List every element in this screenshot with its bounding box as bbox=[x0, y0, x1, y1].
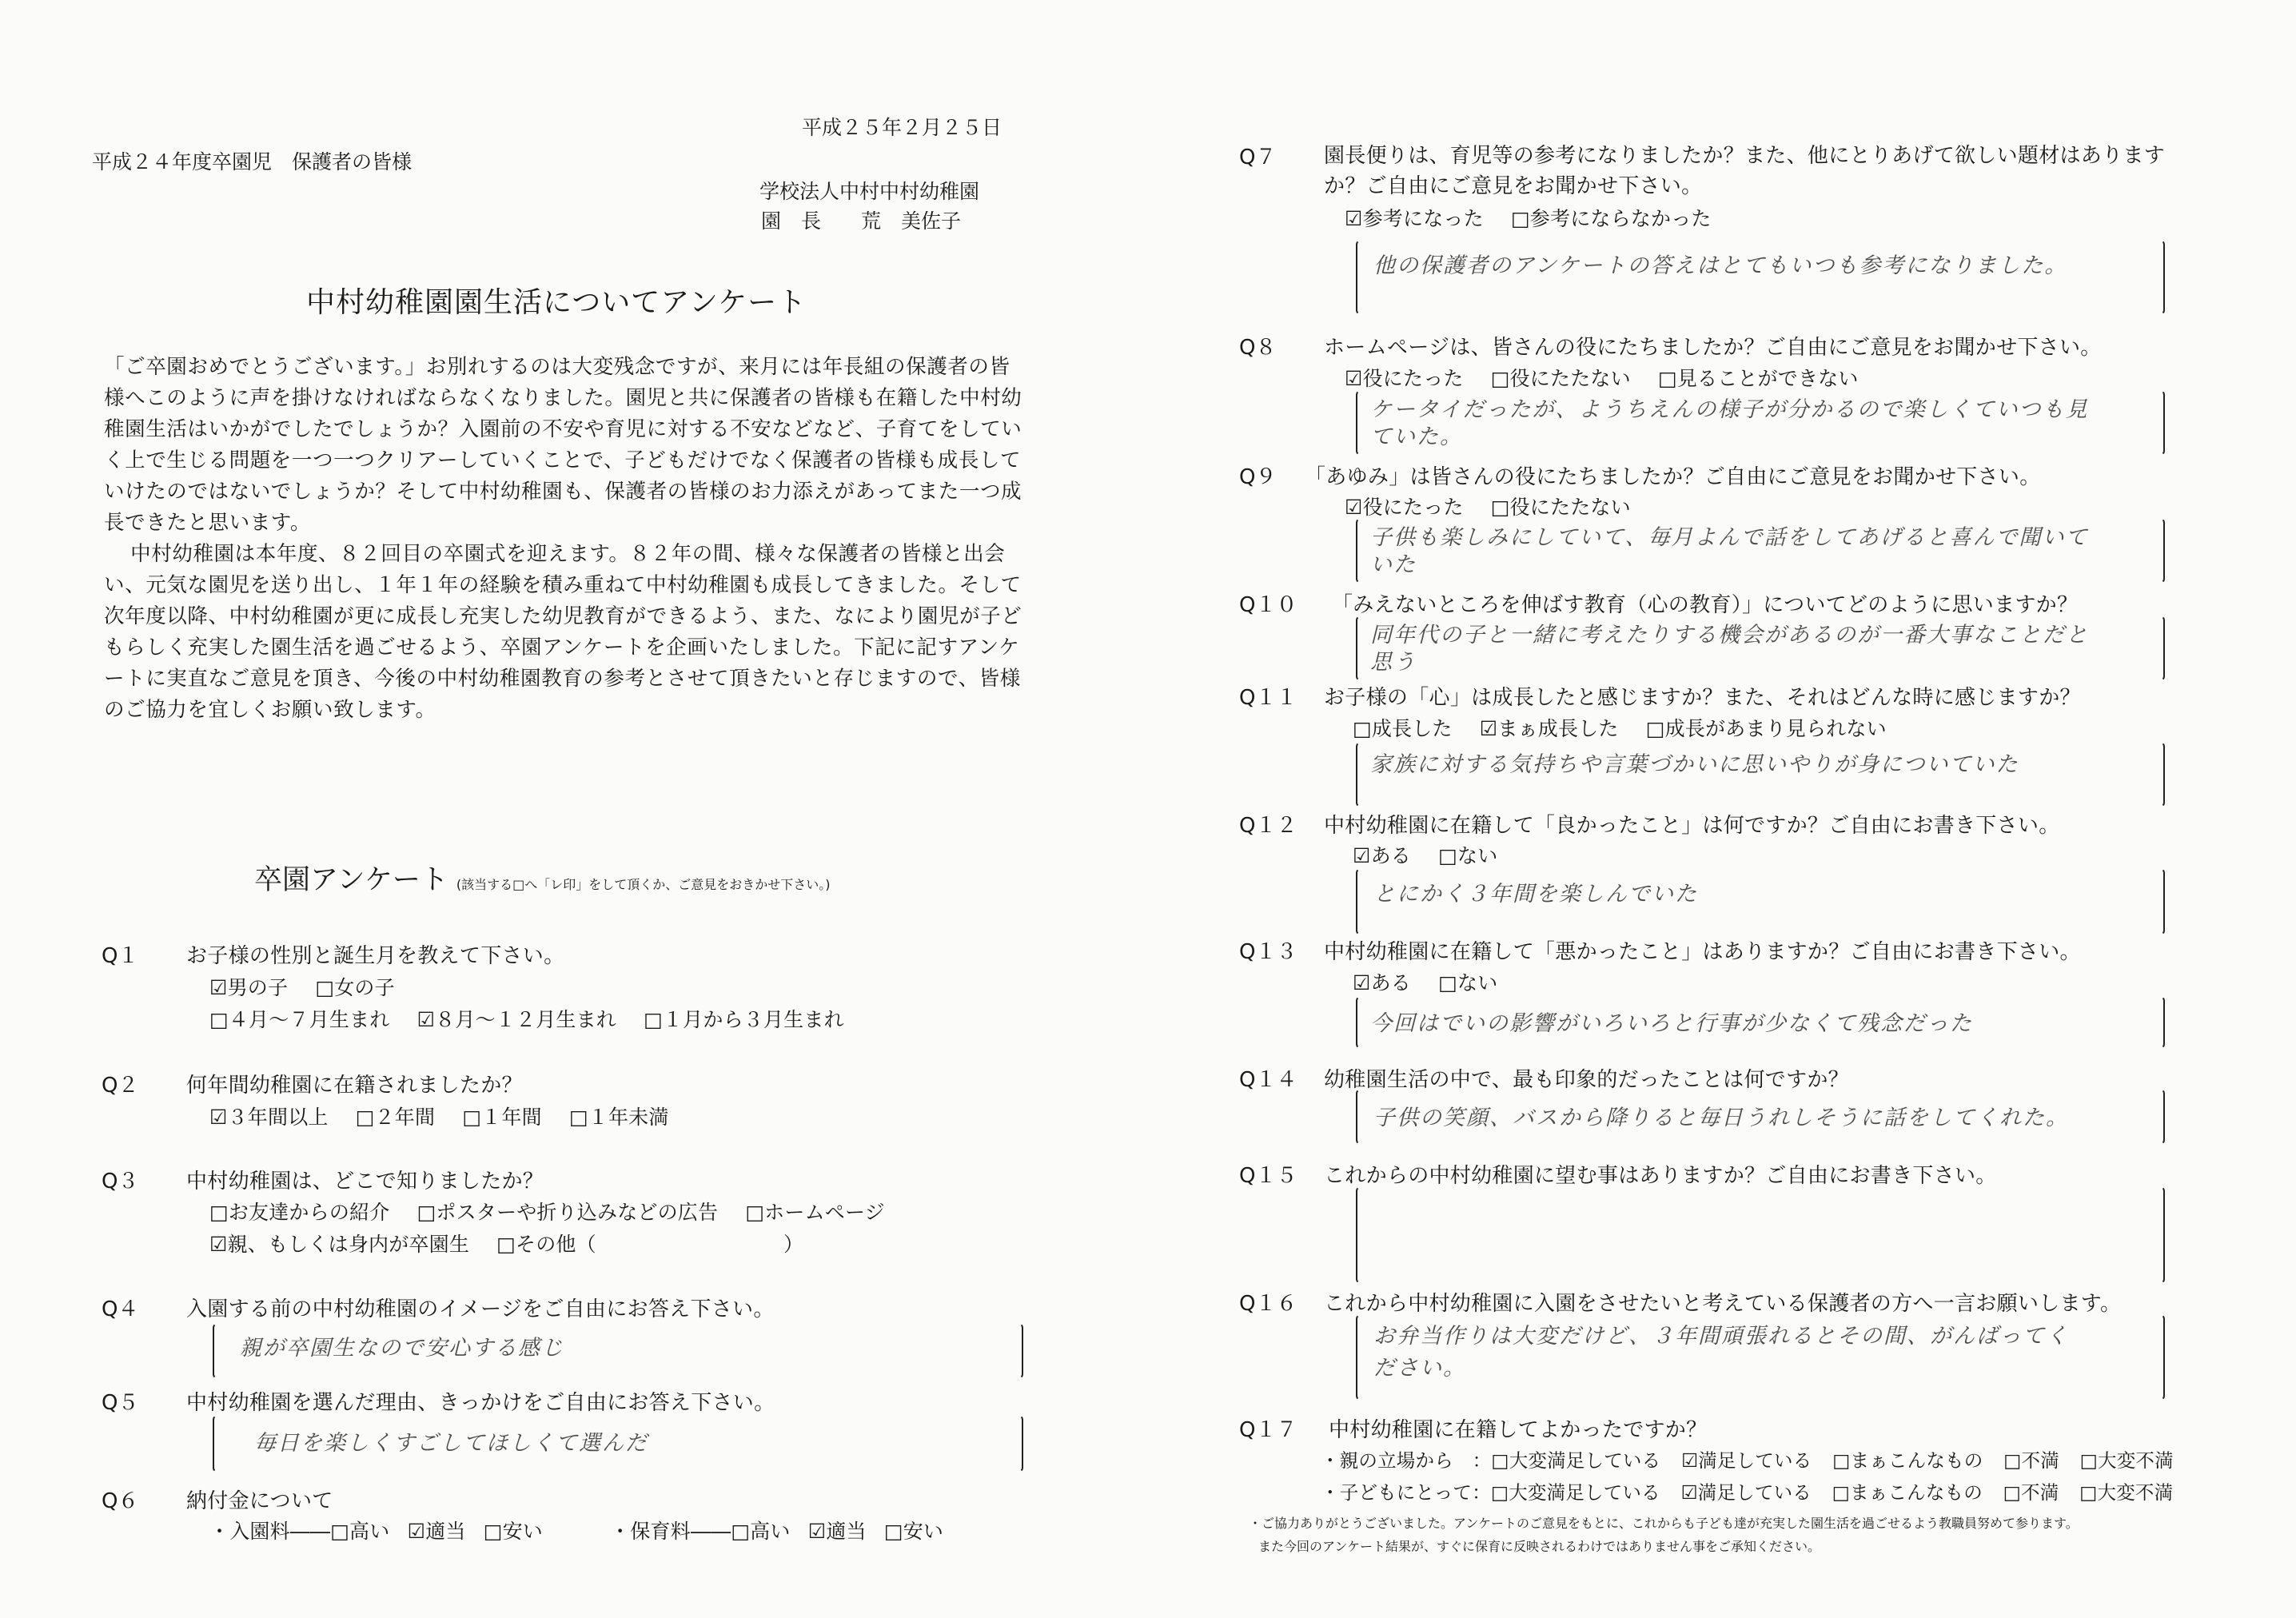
q3-option-homepage[interactable]: □ホームページ bbox=[745, 1201, 885, 1224]
q8-number: Q８ bbox=[1239, 336, 1277, 360]
intro-text bbox=[104, 352, 1023, 726]
q6-text: 納付金について bbox=[186, 1489, 333, 1513]
q16-answer: お弁当作りは大変だけど、３年間頑張れるとその間、がんばってください。 bbox=[1373, 1324, 2069, 1381]
q6-number: Q６ bbox=[102, 1489, 139, 1513]
q6-entry-high[interactable]: ・入園料――□高い bbox=[209, 1520, 390, 1543]
q3-option-poster[interactable]: □ポスターや折り込みなどの広告 bbox=[417, 1201, 719, 1224]
q6-entry-cheap[interactable]: □安い bbox=[483, 1520, 543, 1543]
q17-parent-options bbox=[1321, 1445, 2194, 1473]
q7-option-helpful[interactable]: ☑参考になった bbox=[1345, 207, 1484, 230]
q6-tuition-fair[interactable]: ☑適当 bbox=[807, 1520, 867, 1543]
q15-number: Q１５ bbox=[1239, 1164, 1297, 1188]
q11-options bbox=[1353, 713, 1907, 742]
q6-options bbox=[209, 1516, 964, 1544]
q1-option-jan-mar[interactable]: □１月から３月生まれ bbox=[644, 1008, 844, 1031]
q8-option-useful[interactable]: ☑役にたった bbox=[1345, 367, 1464, 390]
q17-parent-very-satisfied[interactable]: ・親の立場から ：□大変満足している bbox=[1321, 1449, 1661, 1472]
q17-child-very-satisfied[interactable]: ・子どもにとって：□大変満足している bbox=[1321, 1481, 1660, 1504]
q6-entry-fair[interactable]: ☑適当 bbox=[407, 1520, 466, 1543]
q7-number: Q７ bbox=[1239, 145, 1277, 169]
q17-parent-unsatisfied[interactable]: □不満 bbox=[2003, 1449, 2059, 1472]
q2-option-2yr[interactable]: □２年間 bbox=[355, 1106, 436, 1129]
q7-options bbox=[1345, 203, 1732, 232]
q4-text: 入園する前の中村幼稚園のイメージをご自由にお答え下さい。 bbox=[186, 1297, 775, 1321]
q9-text: 「あゆみ」は皆さんの役にたちましたか？ご自由にご意見をお聞かせ下さい。 bbox=[1305, 465, 2041, 489]
footer-line-2: また今回のアンケート結果が、すぐに保育に反映されるわけではありません事をご承知ください。 bbox=[1258, 1539, 1821, 1554]
q2-number: Q２ bbox=[102, 1074, 139, 1098]
q11-option-somewhat-grew[interactable]: ☑まぁ成長した bbox=[1479, 717, 1619, 740]
q13-option-no[interactable]: □ない bbox=[1438, 971, 1498, 994]
q14-answer: 子供の笑顔、バスから降りると毎日うれしそうに話をしてくれた。 bbox=[1373, 1106, 2069, 1130]
q8-option-not-useful[interactable]: □役にたたない bbox=[1490, 367, 1631, 390]
q8-option-cannot-view[interactable]: □見ることができない bbox=[1657, 367, 1859, 390]
q5-answer: 毎日を楽しくすごしてほしくて選んだ bbox=[254, 1431, 648, 1456]
q12-options bbox=[1353, 840, 1518, 869]
survey-note: (該当する□へ「レ印」をして頂くか、ご意見をおきかせ下さい。) bbox=[456, 877, 831, 892]
q3-option-friend[interactable]: □お友達からの紹介 bbox=[209, 1201, 390, 1224]
survey-heading bbox=[254, 858, 831, 898]
q9-number: Q９ bbox=[1239, 465, 1277, 489]
q7-text: 園長便りは、育児等の参考になりましたか？また、他にとりあげて欲しい題材はありますか？ご自由にご意見をお聞かせ下さい。 bbox=[1324, 144, 2166, 198]
q2-options bbox=[209, 1102, 690, 1130]
q17-child-unsatisfied[interactable]: □不満 bbox=[2003, 1481, 2059, 1504]
q17-text: 中村幼稚園に在籍してよかったですか？ bbox=[1329, 1418, 1708, 1442]
q17-parent-so-so[interactable]: □まぁこんなもの bbox=[1832, 1449, 1983, 1472]
q13-option-yes[interactable]: ☑ある bbox=[1353, 971, 1412, 994]
q11-option-little-growth[interactable]: □成長があまり見られない bbox=[1645, 717, 1887, 740]
q3-options-2 bbox=[209, 1229, 824, 1257]
q1-option-apr-jul[interactable]: □４月～７月生まれ bbox=[209, 1008, 390, 1031]
q1-option-girl[interactable]: □女の子 bbox=[315, 976, 395, 999]
q9-option-useful[interactable]: ☑役にたった bbox=[1345, 496, 1464, 519]
q7-answer: 他の保護者のアンケートの答えはとてもいつも参考になりました。 bbox=[1373, 253, 2068, 278]
q1-option-boy[interactable]: ☑男の子 bbox=[209, 976, 289, 999]
right-page bbox=[1148, 0, 2296, 1618]
q12-text: 中村幼稚園に在籍して「良かったこと」は何ですか？ご自由にお書き下さい。 bbox=[1324, 814, 2060, 838]
q17-child-options bbox=[1321, 1477, 2194, 1504]
q6-tuition-high[interactable]: ・保育料――□高い bbox=[610, 1520, 791, 1543]
q3-option-other[interactable]: □その他（ bbox=[496, 1233, 596, 1256]
q5-text: 中村幼稚園を選んだ理由、きっかけをご自由にお答え下さい。 bbox=[186, 1391, 775, 1415]
q13-number: Q１３ bbox=[1239, 940, 1297, 964]
q11-text: お子様の「心」は成長したと感じますか？また、それはどんな時に感じますか？ bbox=[1324, 686, 2081, 710]
q10-answer: 同年代の子と一緒に考えたりする機会があるのが一番大事なことだと思う bbox=[1370, 623, 2089, 675]
q17-parent-satisfied[interactable]: ☑満足している bbox=[1680, 1449, 1812, 1472]
intro-paragraph-2: 中村幼稚園は本年度、８２回目の卒園式を迎えます。８２年の間、様々な保護者の皆様と出会い、元気な園児を送り出し、１年１年の経験を積み重ねて中村幼稚園も成長してきました。そして次年度以降、中村幼稚園が更に成長し充実した幼児教育ができるよう、また、なにより園児が子どもらしく充実した園生活を過ごせるよう、卒園アンケートを企画いたしました。下記に記すアンケートに実直なご意見を頂き、今後の中村幼稚園教育の参考とさせて頂きたいと存じますので、皆様のご協力を宜しくお願い致します。 bbox=[104, 542, 1022, 722]
q15-answer-box[interactable] bbox=[1356, 1186, 2165, 1284]
q4-answer: 親が卒園生なので安心する感じ bbox=[240, 1336, 564, 1361]
q13-options bbox=[1353, 967, 1518, 996]
principal-name: 園 長 荒 美佐子 bbox=[761, 209, 962, 233]
q12-number: Q１２ bbox=[1239, 814, 1297, 838]
q1-text: お子様の性別と誕生月を教えて下さい。 bbox=[186, 944, 565, 968]
q6-tuition-cheap[interactable]: □安い bbox=[883, 1520, 944, 1543]
q1-option-aug-dec[interactable]: ☑８月～１２月生まれ bbox=[417, 1008, 616, 1031]
q14-text: 幼稚園生活の中で、最も印象的だったことは何ですか？ bbox=[1324, 1068, 1849, 1092]
q11-option-grew[interactable]: □成長した bbox=[1353, 717, 1453, 740]
q1-number: Q１ bbox=[102, 944, 139, 968]
q9-options bbox=[1345, 492, 1652, 520]
intro-paragraph-1: 「ご卒園おめでとうございます。」お別れするのは大変残念ですが、来月には年長組の保護者の皆様へこのように声を掛けなければならなくなりました。園児と共に保護者の皆様も在籍した中村幼稚園生活はいかがでしたでしょうか？入園前の不安や育児に対する不安などなど、子育てをしていく上で生じる問題を一つ一つクリアーしていくことで、子どもだけでなく保護者の皆様も成長していけたのではないでしょうか？そして中村幼稚園も、保護者の皆様のお力添えがあってまた一つ成長できたと思います。 bbox=[104, 355, 1022, 535]
q17-child-so-so[interactable]: □まぁこんなもの bbox=[1832, 1481, 1983, 1504]
q17-child-very-unsatisfied[interactable]: □大変不満 bbox=[2079, 1481, 2174, 1504]
q13-answer: 今回はでいの影響がいろいろと行事が少なくて残念だった bbox=[1370, 1011, 1973, 1036]
q3-other-close: ） bbox=[783, 1233, 804, 1256]
q16-number: Q１６ bbox=[1239, 1292, 1297, 1316]
q3-text: 中村幼稚園は、どこで知りましたか？ bbox=[186, 1170, 544, 1194]
q17-parent-very-unsatisfied[interactable]: □大変不満 bbox=[2079, 1449, 2174, 1472]
q17-child-satisfied[interactable]: ☑満足している bbox=[1680, 1481, 1812, 1504]
q3-options-1 bbox=[209, 1197, 906, 1225]
q12-option-yes[interactable]: ☑ある bbox=[1353, 844, 1412, 867]
q1-options-birth bbox=[209, 1004, 865, 1033]
q2-option-1yr[interactable]: □１年間 bbox=[462, 1106, 542, 1129]
q9-option-not-useful[interactable]: □役にたたない bbox=[1490, 496, 1631, 519]
q2-option-3yr[interactable]: ☑３年間以上 bbox=[209, 1106, 329, 1129]
footer-line-1: ・ご協力ありがとうございました。アンケートのご意見をもとに、これからも子ども達が充実した園生活を過ごせるよう教職員努めて参ります。 bbox=[1249, 1516, 2079, 1531]
q3-option-family[interactable]: ☑親、もしくは身内が卒園生 bbox=[209, 1233, 470, 1256]
q12-option-no[interactable]: □ない bbox=[1438, 844, 1498, 867]
q14-number: Q１４ bbox=[1239, 1068, 1297, 1092]
q3-number: Q３ bbox=[102, 1170, 139, 1194]
q11-answer: 家族に対する気持ちや言葉づかいに思いやりが身についていた bbox=[1370, 752, 2019, 777]
q10-number: Q１０ bbox=[1239, 593, 1297, 617]
q16-text: これから中村幼稚園に入園をさせたいと考えている保護者の方へ一言お願いします。 bbox=[1324, 1292, 2122, 1316]
q8-options bbox=[1345, 363, 1879, 392]
q7-option-not-helpful[interactable]: □参考にならなかった bbox=[1510, 207, 1712, 230]
q13-text: 中村幼稚園に在籍して「悪かったこと」はありますか？ご自由にお書き下さい。 bbox=[1324, 940, 2081, 964]
document-title: 中村幼稚園園生活についてアンケート bbox=[306, 286, 807, 319]
q2-text: 何年間幼稚園に在籍されましたか？ bbox=[186, 1074, 523, 1098]
q8-text: ホームページは、皆さんの役にたちましたか？ご自由にご意見をお聞かせ下さい。 bbox=[1324, 336, 2102, 360]
q12-answer: とにかく３年間を楽しんでいた bbox=[1373, 882, 1698, 907]
q10-text: 「みえないところを伸ばす教育（心の教育）」についてどのように思いますか？ bbox=[1332, 593, 2079, 617]
q15-text: これからの中村幼稚園に望む事はありますか？ご自由にお書き下さい。 bbox=[1324, 1164, 1997, 1188]
survey-title: 卒園アンケート bbox=[254, 864, 448, 896]
recipient-line: 平成２４年度卒園児 保護者の皆様 bbox=[92, 150, 413, 173]
q9-answer: 子供も楽しみにしていて、毎月よんで話をしてあげると喜んで聞いていた bbox=[1370, 525, 2089, 577]
q8-answer: ケータイだったが、ようちえんの様子が分かるので楽しくていつも見ていた。 bbox=[1370, 397, 2089, 449]
q2-option-under1[interactable]: □１年未満 bbox=[568, 1106, 669, 1129]
document-date: 平成２５年２月２５日 bbox=[802, 116, 1003, 139]
q4-number: Q４ bbox=[102, 1297, 139, 1321]
q17-number: Q１７ bbox=[1239, 1418, 1297, 1442]
q5-number: Q５ bbox=[102, 1391, 139, 1415]
q11-number: Q１１ bbox=[1239, 686, 1297, 710]
organization-name: 学校法人中村中村幼稚園 bbox=[759, 180, 980, 203]
q1-options-gender bbox=[209, 972, 416, 1001]
